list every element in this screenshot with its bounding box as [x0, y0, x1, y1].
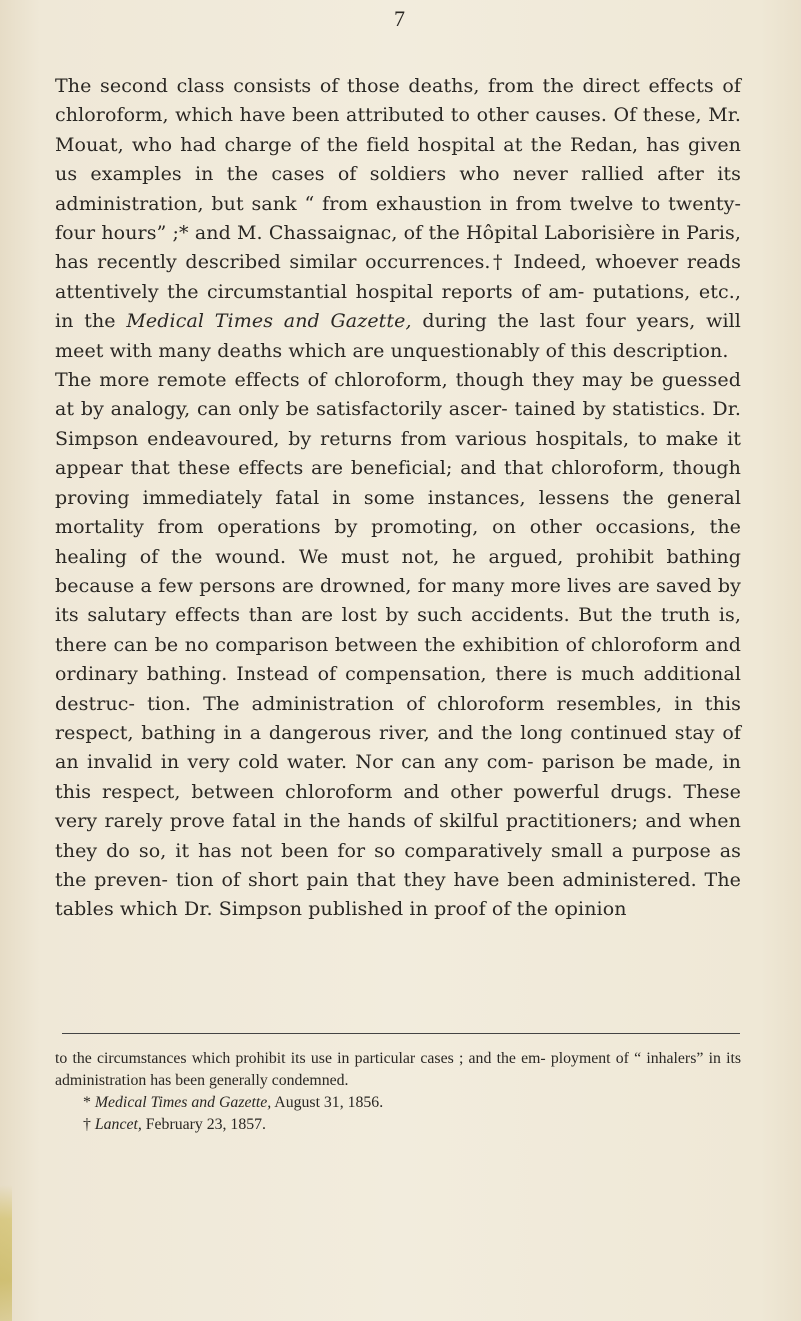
page-number: 7 [394, 6, 405, 31]
main-text [55, 72, 741, 925]
page-edge-stain [0, 1185, 12, 1321]
paragraph-1-end: during the last four years, will meet with many deaths which are unquestionably of this description. [55, 310, 741, 362]
paragraph-2: The more remote effects of chloroform, though they may be guessed at by analogy, can only be satisfactorily ascer- tained by statistics. Dr. Simpson endeavoured, by returns from various hospitals, to make it appear that these effects are beneficial; and that chloroform, though proving immediately fatal in some instances, lessens the general mortality from operations by promoting, on other occasions, the healing of the wound. We must not, he argued, prohibit bathing because a few persons are drowned, for many more lives are saved by its salutary effects than are lost by such accidents. But the truth is, there can be no comparison between the exhibition of chloroform and ordinary bathing. Instead of compensation, there is much additional destruc- tion. The administration of chloroform resembles, in this respect, bathing in a dangerous river, and the long continued stay of an invalid in very cold water. Nor can any com- parison be made, in this respect, between chloroform and other powerful drugs. These very rarely prove fatal in the hands of skilful practitioners; and when they do so, it has not been for so comparatively small a purpose as the preven- tion of short pain that they have been administered. The tables which Dr. Simpson published in proof of the opinion [55, 369, 741, 921]
footnote-1-date: August 31, 1856. [271, 1094, 384, 1111]
footnotes [55, 1048, 741, 1136]
footnote-1 [55, 1092, 741, 1114]
footnote-continuation: to the circumstances which prohibit its use in particular cases ; and the em- ployment of “ inhalers” in its administration has been generally condemned. [55, 1050, 741, 1089]
footnote-2-title: Lancet, [94, 1116, 142, 1133]
footnote-2-mark: † [83, 1116, 95, 1133]
footnote-1-mark: * [83, 1094, 95, 1111]
footnote-2-date: February 23, 1857. [141, 1116, 266, 1133]
footnote-rule [62, 1033, 740, 1034]
paragraph-1-text: The second class consists of those deaths, from the direct effects of chloroform, which have been attributed to other causes. Of these, Mr. Mouat, who had charge of the field hospital at the Redan, has given us examples in the cases of soldiers who never rallied after its administration, but sank “ from exhaustion in from twelve to twenty-four hours” ;* and M. Chassaignac, of the Hôpital Laborisière in Paris, has recently described similar occurrences.† Indeed, whoever reads attentively the circumstantial hospital reports of am- putations, etc., in the [55, 75, 741, 333]
journal-title: Medical Times and Gazette, [126, 310, 412, 333]
paragraph-1 [55, 72, 741, 366]
footnote-1-title: Medical Times and Gazette, [94, 1094, 272, 1111]
footnote-2 [55, 1114, 741, 1136]
